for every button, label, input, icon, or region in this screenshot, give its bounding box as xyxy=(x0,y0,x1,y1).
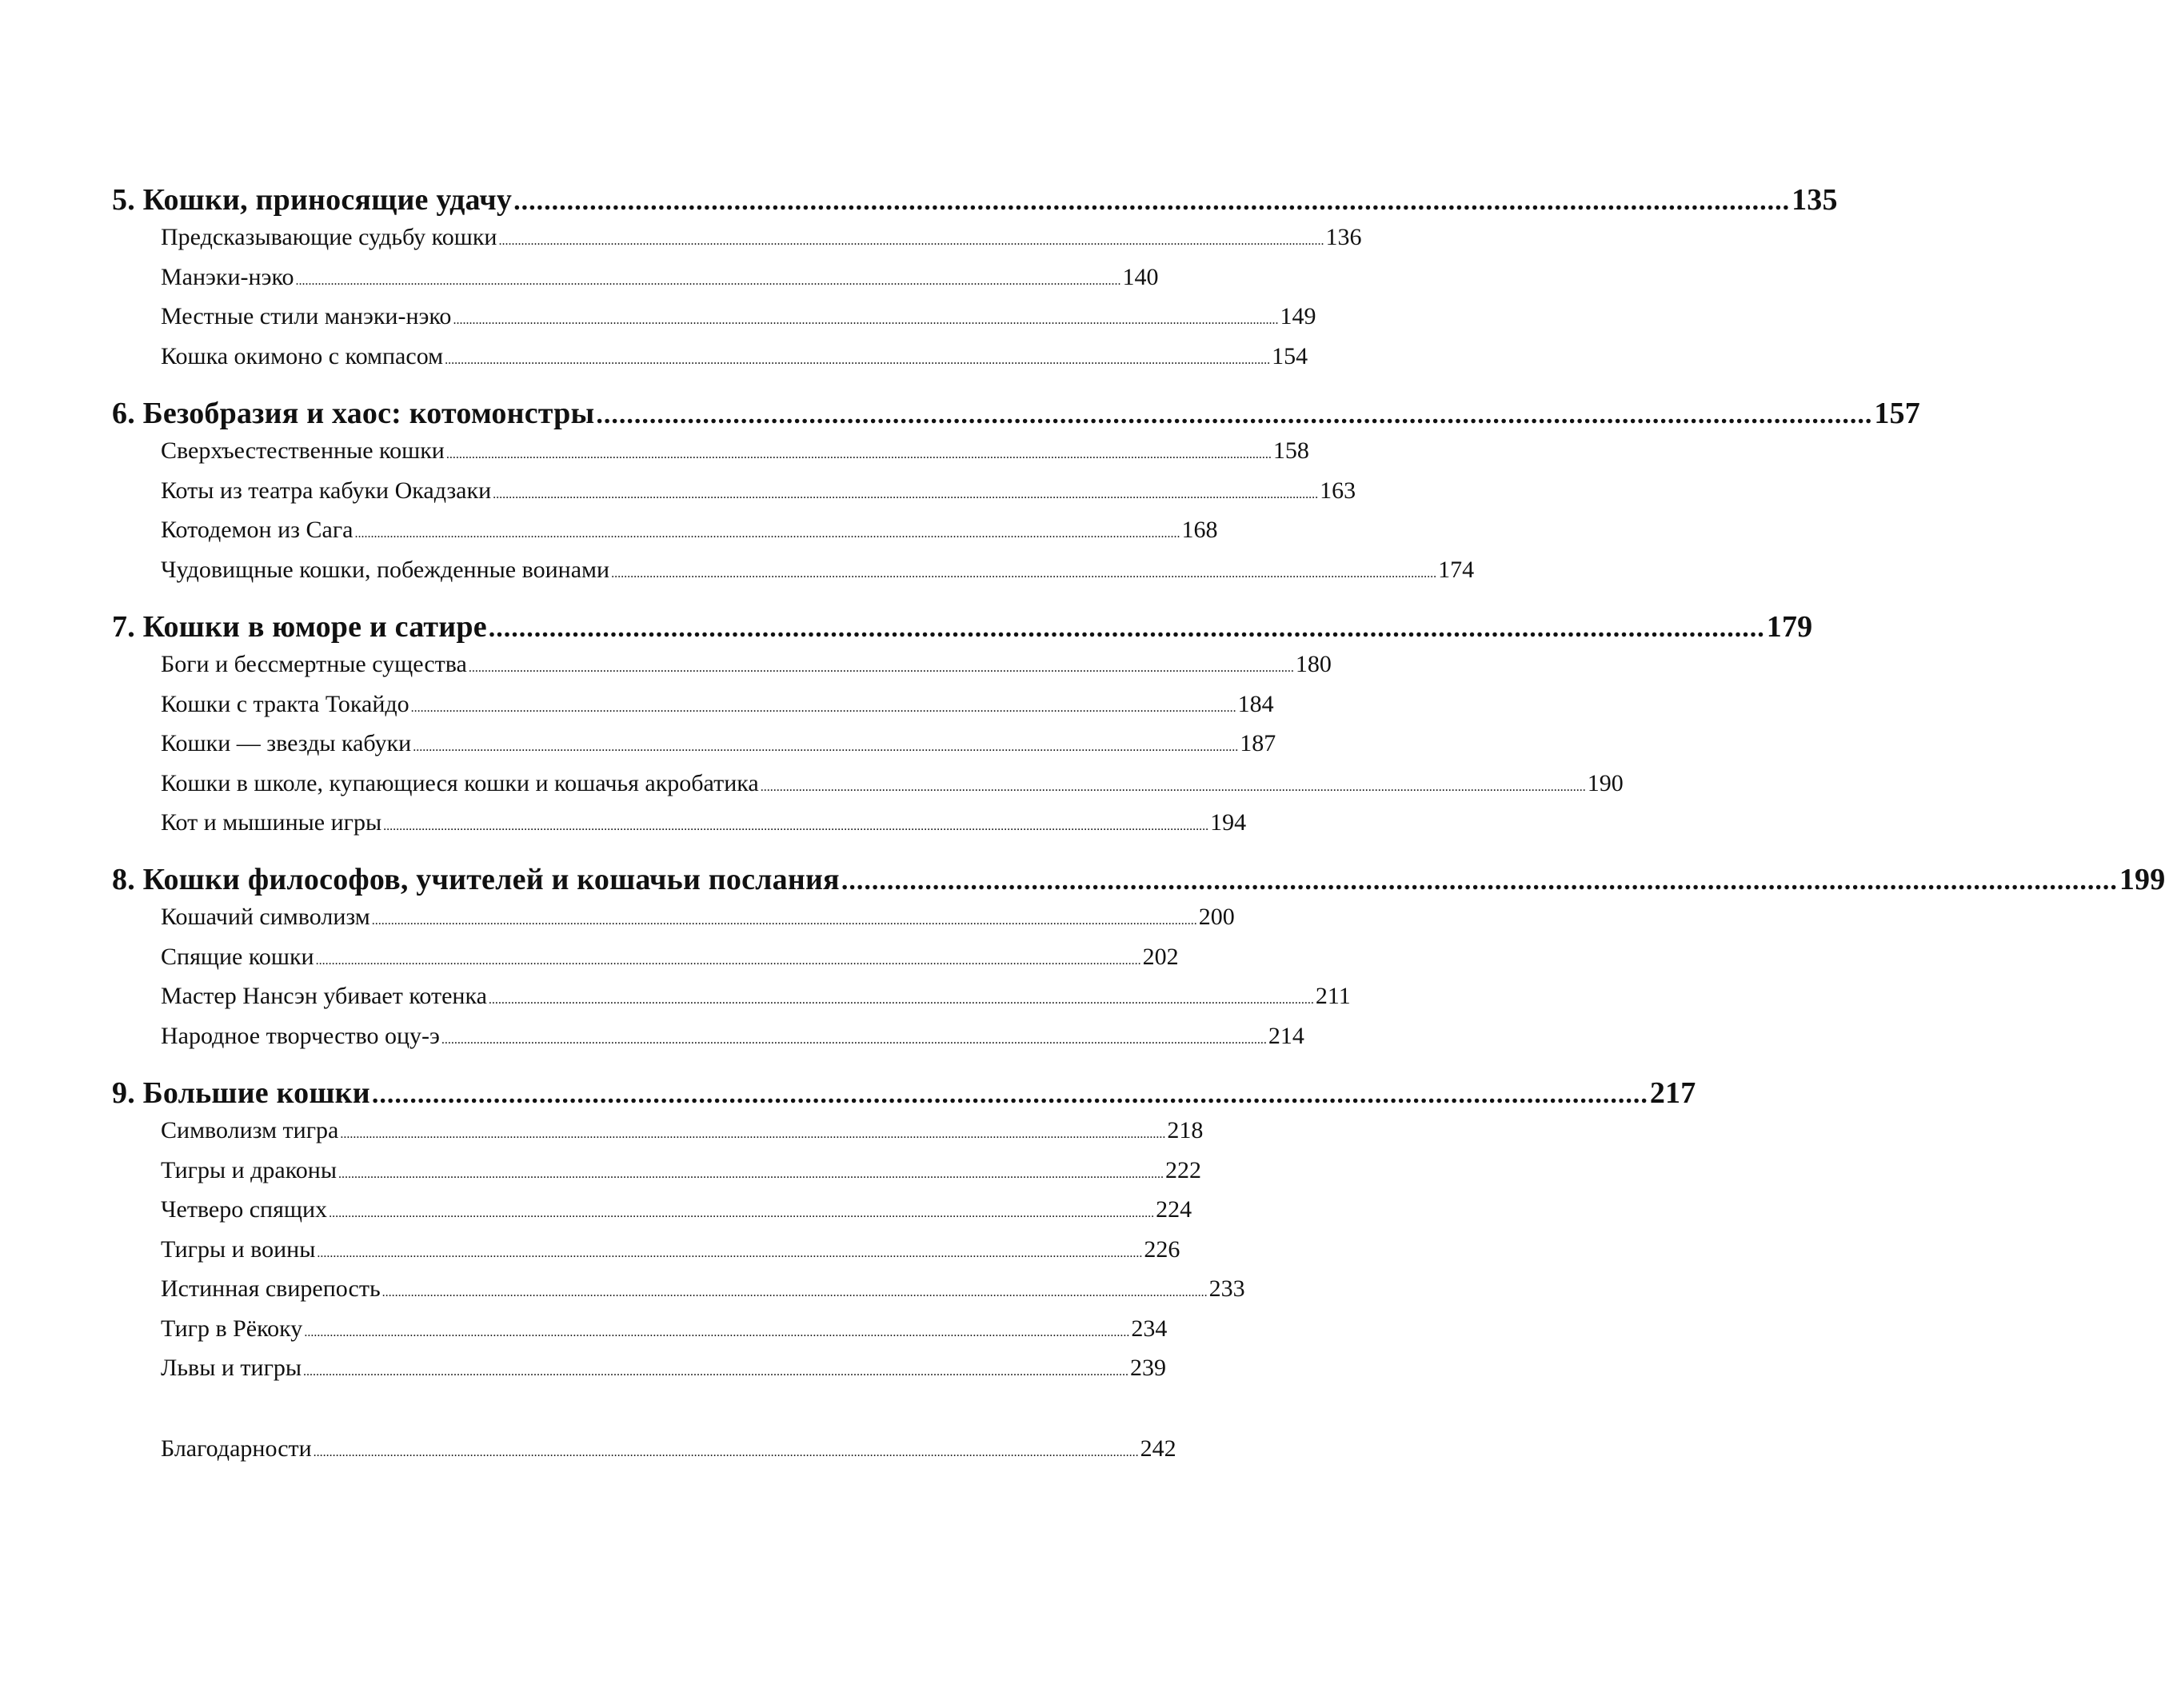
section-page-number: 168 xyxy=(1181,517,1218,543)
section-title: Кошки в школе, купающиеся кошки и кошачья акробатика xyxy=(161,769,759,796)
toc-chapter-heading[interactable] xyxy=(112,862,2165,904)
section-title: Коты из театра кабуки Окадзаки xyxy=(161,477,492,504)
section-page-number: 163 xyxy=(1320,477,1356,504)
dot-leader: .................................................................................................................................................................................................................................................................. xyxy=(445,353,1271,367)
toc-section-entry[interactable] xyxy=(112,1022,1304,1063)
toc-section-entry[interactable] xyxy=(112,809,1247,849)
toc-section-entry[interactable] xyxy=(112,342,1308,383)
chapter-title: 5. Кошки, приносящие удачу xyxy=(112,183,513,217)
section-title: Кошачий символизм xyxy=(161,904,370,930)
section-page-number: 211 xyxy=(1315,983,1351,1009)
chapter-title: 7. Кошки в юморе и сатире xyxy=(112,610,487,644)
chapter-page-number: 157 xyxy=(1874,397,1920,430)
section-title: Спящие кошки xyxy=(161,943,314,970)
section-title: Четверо спящих xyxy=(161,1196,328,1223)
section-page-number: 136 xyxy=(1325,224,1362,250)
toc-chapter-heading[interactable] xyxy=(112,609,1813,651)
toc-section-entry[interactable] xyxy=(112,904,1235,944)
dot-leader: .................................................................................................................................................................................................................................................................. xyxy=(304,1325,1130,1339)
acknowledgements-title: Благодарности xyxy=(161,1435,312,1462)
toc-section-entry[interactable] xyxy=(112,651,1332,691)
toc-section-entry[interactable] xyxy=(112,1235,1180,1276)
toc-chapter-heading[interactable] xyxy=(112,182,1838,224)
section-title: Тигр в Рёкоку xyxy=(161,1315,303,1342)
section-title: Сверхъестественные кошки xyxy=(161,437,445,464)
toc-chapter-7 xyxy=(112,609,1813,849)
chapter-page-number: 179 xyxy=(1766,610,1813,644)
toc-chapter-5 xyxy=(112,182,1838,382)
section-page-number: 158 xyxy=(1272,437,1309,464)
toc-chapter-heading[interactable] xyxy=(112,1075,1696,1117)
section-title: Манэки-нэко xyxy=(161,263,294,290)
dot-leader: .................................................................................................................................................................................................................................................................. xyxy=(453,313,1279,327)
toc-section-entry[interactable] xyxy=(112,437,1309,477)
toc-section-entry[interactable] xyxy=(112,983,1351,1023)
dot-leader: ........................................................................................................................................................................ xyxy=(513,186,1791,216)
dot-leader: .................................................................................................................................................................................................................................................................. xyxy=(468,661,1294,675)
toc-section-entry[interactable] xyxy=(112,1156,1201,1197)
toc-section-entry[interactable] xyxy=(112,769,1624,810)
dot-leader: .................................................................................................................................................................................................................................................................. xyxy=(498,234,1324,248)
section-page-number: 194 xyxy=(1210,809,1247,836)
section-page-number: 224 xyxy=(1156,1196,1192,1223)
dot-leader: .................................................................................................................................................................................................................................................................. xyxy=(410,700,1236,715)
dot-leader: .................................................................................................................................................................................................................................................................. xyxy=(488,993,1314,1007)
section-title: Кошка окимоно с компасом xyxy=(161,342,444,369)
section-title: Символизм тигра xyxy=(161,1117,339,1143)
dot-leader: .................................................................................................................................................................................................................................................................. xyxy=(611,566,1437,581)
toc-section-entry[interactable] xyxy=(112,1315,1168,1355)
section-title: Львы и тигры xyxy=(161,1355,302,1381)
dot-leader: .................................................................................................................................................................................................................................................................. xyxy=(303,1365,1129,1379)
section-page-number: 234 xyxy=(1131,1315,1168,1342)
toc-section-entry[interactable] xyxy=(112,1117,1204,1157)
toc-chapter-9 xyxy=(112,1075,1696,1395)
toc-section-entry[interactable] xyxy=(112,263,1159,304)
dot-leader: .................................................................................................................................................................................................................................................................. xyxy=(329,1207,1155,1220)
section-page-number: 202 xyxy=(1142,943,1179,970)
section-page-number: 149 xyxy=(1280,303,1316,329)
dot-leader: .................................................................................................................................................................................................................................................................. xyxy=(381,1286,1208,1299)
section-title: Предсказывающие судьбу кошки xyxy=(161,224,497,250)
section-page-number: 184 xyxy=(1237,690,1274,717)
toc-section-entry[interactable] xyxy=(112,303,1316,343)
section-title: Чудовищные кошки, побежденные воинами xyxy=(161,556,610,583)
section-title: Тигры и воины xyxy=(161,1235,316,1263)
dot-leader: .................................................................................................................................................................................................................................................................. xyxy=(445,448,1272,461)
dot-leader: ........................................................................................................................................................................ xyxy=(596,400,1873,429)
section-page-number: 180 xyxy=(1295,651,1332,677)
toc-chapter-8 xyxy=(112,862,2165,1062)
dot-leader: .................................................................................................................................................................................................................................................................. xyxy=(441,1032,1267,1047)
toc-section-entry[interactable] xyxy=(112,1275,1245,1315)
dot-leader: ........................................................................................................................................................................ xyxy=(488,613,1765,643)
dot-leader: .................................................................................................................................................................................................................................................................. xyxy=(340,1127,1166,1141)
dot-leader: .................................................................................................................................................................................................................................................................. xyxy=(760,780,1586,794)
chapter-title: 8. Кошки философов, учителей и кошачьи послания xyxy=(112,863,840,896)
section-page-number: 190 xyxy=(1587,769,1624,796)
section-page-number: 233 xyxy=(1208,1275,1245,1302)
toc-section-entry[interactable] xyxy=(112,477,1356,517)
chapter-title: 9. Большие кошки xyxy=(112,1076,370,1110)
toc-section-entry[interactable] xyxy=(112,690,1274,731)
section-page-number: 140 xyxy=(1122,263,1159,290)
section-title: Кошки с тракта Токайдо xyxy=(161,690,409,717)
section-page-number: 226 xyxy=(1144,1235,1180,1263)
dot-leader: .................................................................................................................................................................................................................................................................. xyxy=(371,914,1197,928)
section-title: Местные стили манэки-нэко xyxy=(161,303,452,329)
dot-leader: .................................................................................................................................................................................................................................................................. xyxy=(383,820,1209,833)
acknowledgements-page-number: 242 xyxy=(1140,1435,1176,1462)
section-page-number: 222 xyxy=(1165,1156,1201,1183)
section-title: Истинная свирепость xyxy=(161,1275,381,1302)
dot-leader: .................................................................................................................................................................................................................................................................. xyxy=(315,953,1141,968)
dot-leader: .................................................................................................................................................................................................................................................................. xyxy=(493,487,1319,501)
toc-chapter-heading[interactable] xyxy=(112,396,1920,437)
section-title: Тигры и драконы xyxy=(161,1156,337,1183)
section-page-number: 200 xyxy=(1198,904,1235,930)
dot-leader: .................................................................................................................................................................................................................................................................. xyxy=(354,527,1180,541)
toc-section-entry[interactable] xyxy=(112,730,1276,770)
section-page-number: 218 xyxy=(1167,1117,1204,1143)
dot-leader: .................................................................................................................................................................................................................................................................. xyxy=(338,1167,1164,1181)
section-page-number: 214 xyxy=(1268,1022,1304,1049)
section-title: Кошки — звезды кабуки xyxy=(161,730,412,756)
toc-section-entry[interactable] xyxy=(112,1355,1167,1395)
section-title: Боги и бессмертные существа xyxy=(161,651,467,677)
toc-section-entry[interactable] xyxy=(112,556,1475,597)
chapter-page-number: 217 xyxy=(1649,1076,1696,1110)
section-page-number: 239 xyxy=(1130,1355,1167,1381)
toc-chapter-6 xyxy=(112,396,1920,596)
toc-section-entry[interactable] xyxy=(112,943,1179,984)
section-title: Котодемон из Сага xyxy=(161,517,354,543)
chapter-page-number: 199 xyxy=(2119,863,2165,896)
dot-leader: ........................................................................................................................................................................ xyxy=(371,1079,1648,1109)
chapter-title: 6. Безобразия и хаос: котомонстры xyxy=(112,397,595,430)
section-title: Мастер Нансэн убивает котенка xyxy=(161,983,487,1009)
toc-section-entry[interactable] xyxy=(112,224,1362,264)
dot-leader: .................................................................................................................................................................................................................................................................. xyxy=(413,740,1239,754)
dot-leader: .................................................................................................................................................................................................................................................................. xyxy=(313,1446,1139,1459)
section-title: Кот и мышиные игры xyxy=(161,809,382,836)
dot-leader: ........................................................................................................................................................................ xyxy=(841,866,2118,896)
dot-leader: .................................................................................................................................................................................................................................................................. xyxy=(295,273,1121,288)
toc-section-entry[interactable] xyxy=(112,517,1218,557)
section-title: Народное творчество оцу-э xyxy=(161,1022,440,1049)
section-page-number: 174 xyxy=(1438,556,1475,583)
section-page-number: 154 xyxy=(1272,342,1308,369)
section-page-number: 187 xyxy=(1240,730,1276,756)
toc-acknowledgements-entry[interactable] xyxy=(161,1435,1176,1463)
toc-section-entry[interactable] xyxy=(112,1196,1192,1236)
dot-leader: .................................................................................................................................................................................................................................................................. xyxy=(317,1246,1143,1260)
chapter-page-number: 135 xyxy=(1792,183,1838,217)
